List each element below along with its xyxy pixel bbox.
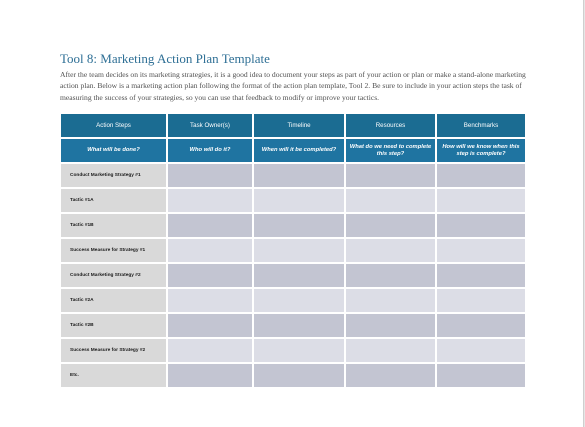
table-cell[interactable]	[254, 189, 344, 212]
table-cell[interactable]	[168, 289, 252, 312]
table-cell[interactable]	[168, 339, 252, 362]
header-task-owners: Task Owner(s)	[168, 114, 252, 137]
table-cell[interactable]	[254, 214, 344, 237]
table-cell[interactable]	[254, 339, 344, 362]
table-row	[61, 214, 525, 237]
row-label: Conduct Marketing Strategy #1	[61, 164, 166, 187]
row-label: Tactic #2B	[61, 314, 166, 337]
table-cell[interactable]	[346, 339, 435, 362]
table-cell[interactable]	[437, 164, 525, 187]
table-cell[interactable]	[437, 264, 525, 287]
table-cell[interactable]	[437, 214, 525, 237]
header-row	[61, 114, 525, 137]
intro-paragraph: After the team decides on its marketing strategies, it is a good idea to document your steps as part of your action or plan or make a stand-alone marketing action plan. Below is a marketing action plan following the format of the action plan template, Tool 2. Be sure to include in your action steps the task of measuring the success of your strategies, so you can use that feedback to modify or improve your tactics.	[60, 70, 526, 102]
row-label: Conduct Marketing Strategy #2	[61, 264, 166, 287]
table-cell[interactable]	[168, 189, 252, 212]
header-benchmarks: Benchmarks	[437, 114, 525, 137]
row-label: Tactic #1B	[61, 214, 166, 237]
table-row	[61, 164, 525, 187]
table-cell[interactable]	[168, 239, 252, 262]
table-cell[interactable]	[254, 264, 344, 287]
table-cell[interactable]	[346, 164, 435, 187]
table-cell[interactable]	[437, 189, 525, 212]
table-cell[interactable]	[168, 264, 252, 287]
table-cell[interactable]	[346, 214, 435, 237]
table-cell[interactable]	[168, 314, 252, 337]
subheader-benchmark: How will we know when this step is complete?	[437, 139, 525, 162]
table-cell[interactable]	[437, 289, 525, 312]
subheader-who: Who will do it?	[168, 139, 252, 162]
table-cell[interactable]	[346, 189, 435, 212]
table-cell[interactable]	[346, 364, 435, 387]
table-cell[interactable]	[437, 339, 525, 362]
action-plan-table	[59, 112, 527, 389]
header-timeline: Timeline	[254, 114, 344, 137]
table-row	[61, 364, 525, 387]
table-row	[61, 264, 525, 287]
row-label: Etc.	[61, 364, 166, 387]
table-cell[interactable]	[346, 239, 435, 262]
table-cell[interactable]	[168, 164, 252, 187]
subheader-row	[61, 139, 525, 162]
table-cell[interactable]	[254, 289, 344, 312]
table-row	[61, 339, 525, 362]
table-cell[interactable]	[254, 164, 344, 187]
row-label: Tactic #1A	[61, 189, 166, 212]
subheader-when: When will it be completed?	[254, 139, 344, 162]
row-label: Tactic #2A	[61, 289, 166, 312]
table-row	[61, 239, 525, 262]
table-cell[interactable]	[254, 364, 344, 387]
table-cell[interactable]	[346, 314, 435, 337]
row-label: Success Measure for Strategy #1	[61, 239, 166, 262]
subheader-what: What will be done?	[61, 139, 166, 162]
table-row	[61, 189, 525, 212]
row-label: Success Measure for Strategy #2	[61, 339, 166, 362]
page-title: Tool 8: Marketing Action Plan Template	[60, 51, 270, 66]
subheader-resources: What do we need to complete this step?	[346, 139, 435, 162]
table-cell[interactable]	[168, 214, 252, 237]
table-cell[interactable]	[437, 364, 525, 387]
table-row	[61, 314, 525, 337]
table-cell[interactable]	[346, 289, 435, 312]
table-row	[61, 289, 525, 312]
table-cell[interactable]	[437, 239, 525, 262]
table-cell[interactable]	[437, 314, 525, 337]
header-resources: Resources	[346, 114, 435, 137]
table-cell[interactable]	[254, 239, 344, 262]
table-cell[interactable]	[346, 264, 435, 287]
table-cell[interactable]	[168, 364, 252, 387]
header-action-steps: Action Steps	[61, 114, 166, 137]
table-cell[interactable]	[254, 314, 344, 337]
